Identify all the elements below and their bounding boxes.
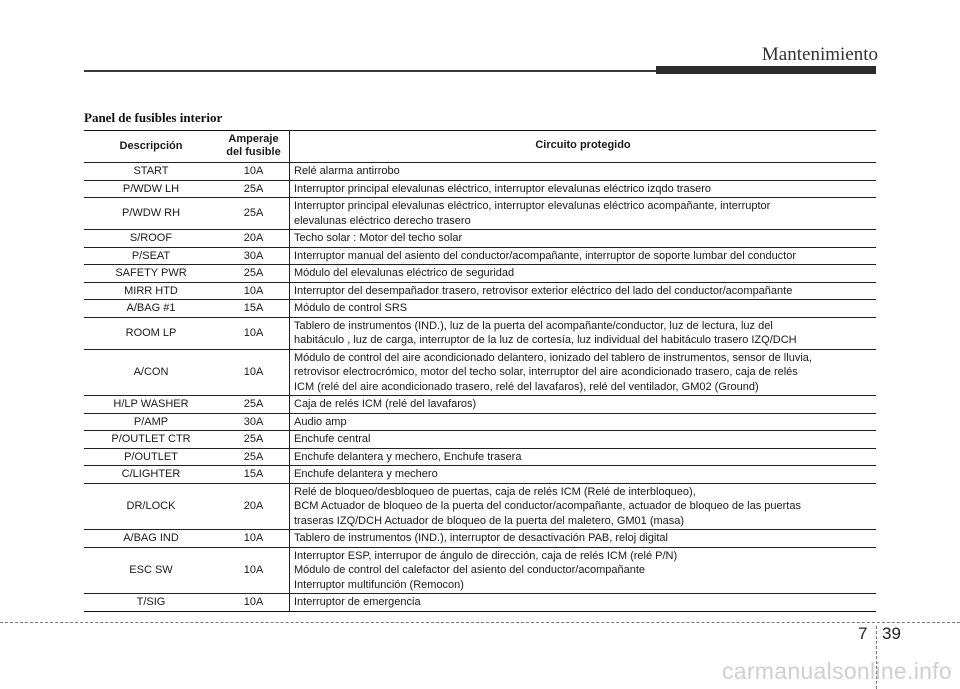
table-row (84, 163, 876, 181)
header-rule-thick (656, 66, 876, 74)
fuse-description: C/LIGHTER (84, 466, 218, 484)
fuse-description: ESC SW (84, 547, 218, 594)
watermark: carmanualsonline.info (721, 658, 952, 684)
table-row (84, 247, 876, 265)
fuse-description: MIRR HTD (84, 282, 218, 300)
fuse-description: A/BAG #1 (84, 300, 218, 318)
fuse-circuit (290, 300, 877, 318)
fuse-description: SAFETY PWR (84, 265, 218, 283)
fuse-description: P/WDW RH (84, 198, 218, 230)
circuit-line: Interruptor de emergencia (294, 596, 421, 608)
fuse-description: S/ROOF (84, 230, 218, 248)
fuse-table (84, 130, 876, 612)
fuse-circuit (290, 448, 877, 466)
fuse-amperage: 25A (218, 448, 290, 466)
fuse-amperage: 30A (218, 413, 290, 431)
table-row (84, 349, 876, 396)
fuse-amperage: 15A (218, 466, 290, 484)
fuse-circuit (290, 265, 877, 283)
fuse-circuit (290, 431, 877, 449)
section-title: Panel de fusibles interior (84, 110, 223, 125)
circuit-line: Audio amp (294, 415, 347, 428)
fuse-circuit (290, 483, 877, 530)
fuse-amperage: 25A (218, 265, 290, 283)
fuse-description: A/BAG IND (84, 530, 218, 548)
fuse-circuit (290, 396, 877, 414)
fuse-amperage: 20A (218, 483, 290, 530)
header-circuit: Circuito protegido (290, 131, 877, 163)
circuit-line: Enchufe delantera y mechero, Enchufe trasera (294, 450, 522, 463)
table-row (84, 448, 876, 466)
fuse-amperage: 20A (218, 230, 290, 248)
chapter-number: 7 (858, 624, 868, 643)
fuse-circuit (290, 180, 877, 198)
table-row (84, 547, 876, 594)
fuse-description: DR/LOCK (84, 483, 218, 530)
table-row (84, 282, 876, 300)
circuit-line: Interruptor principal elevalunas eléctrico, interruptor elevalunas eléctrico acompañante, interruptor (294, 200, 771, 212)
table-row (84, 317, 876, 349)
fuse-circuit (290, 282, 877, 300)
fuse-amperage: 10A (218, 530, 290, 548)
fuse-amperage: 10A (218, 594, 290, 612)
fuse-amperage: 30A (218, 247, 290, 265)
fuse-circuit (290, 247, 877, 265)
circuit-line: ICM (relé del aire acondicionado trasero, relé del lavafaros), relé del ventilador, GM02 (Ground) (294, 380, 759, 393)
fuse-circuit (290, 198, 877, 230)
fuse-description: H/LP WASHER (84, 396, 218, 414)
header-description: Descripción (84, 131, 218, 163)
fuse-circuit (290, 530, 877, 548)
fuse-table-body (84, 163, 876, 612)
circuit-line: traseras IZQ/DCH Actuador de bloqueo de la puerta del maletero, GM01 (masa) (294, 514, 685, 527)
fuse-description: ROOM LP (84, 317, 218, 349)
fuse-description: T/SIG (84, 594, 218, 612)
circuit-line: Módulo de control SRS (294, 302, 408, 314)
circuit-line: Interruptor ESP, interrupor de ángulo de dirección, caja de relés ICM (relé P/N) (294, 549, 678, 562)
circuit-line: Tablero de instrumentos (IND.), luz de la puerta del acompañante/conductor, luz de lectura, luz del (294, 319, 773, 332)
fuse-description: P/OUTLET CTR (84, 431, 218, 449)
circuit-line: BCM Actuador de bloqueo de la puerta del conductor/acompañante, actuador de bloqueo de las puertas (294, 500, 801, 512)
circuit-line: Módulo del elevalunas eléctrico de seguridad (294, 267, 515, 279)
circuit-line: Enchufe central (294, 433, 371, 445)
footer-rule (0, 622, 960, 623)
circuit-line: Caja de relés ICM (relé del lavafaros) (294, 398, 477, 410)
circuit-line: habitáculo , luz de carga, interruptor de la luz de cortesía, luz individual del habitáculo trasero IZQ/DCH (294, 334, 797, 346)
table-row (84, 530, 876, 548)
circuit-line: Techo solar : Motor del techo solar (294, 232, 463, 244)
fuse-circuit (290, 547, 877, 594)
table-row (84, 265, 876, 283)
fuse-description: P/WDW LH (84, 180, 218, 198)
table-row (84, 396, 876, 414)
fuse-table-header-row (84, 131, 876, 163)
fuse-amperage: 25A (218, 431, 290, 449)
fuse-description: A/CON (84, 349, 218, 396)
fuse-description: P/SEAT (84, 247, 218, 265)
circuit-line: Módulo de control del aire acondicionado delantero, ionizado del tablero de instrumentos, sensor de lluvia, (294, 351, 812, 364)
circuit-line: Tablero de instrumentos (IND.), interruptor de desactivación PAB, reloj digital (294, 532, 668, 544)
header-rule-thin (84, 70, 656, 72)
fuse-amperage: 15A (218, 300, 290, 318)
fuse-description: P/AMP (84, 413, 218, 431)
table-row (84, 180, 876, 198)
table-row (84, 594, 876, 612)
header-amperage-line1: Amperaje (228, 133, 279, 145)
fuse-amperage: 25A (218, 396, 290, 414)
table-row (84, 466, 876, 484)
fuse-amperage: 10A (218, 349, 290, 396)
circuit-line: elevalunas eléctrico derecho trasero (294, 214, 471, 227)
circuit-line: Enchufe delantera y mechero (294, 468, 438, 480)
table-row (84, 230, 876, 248)
circuit-line: retrovisor electrocrómico, motor del techo solar, interruptor del aire acondicionado trasero, caja de relés (294, 366, 798, 378)
fuse-amperage: 25A (218, 198, 290, 230)
table-row (84, 413, 876, 431)
table-row (84, 300, 876, 318)
table-row (84, 431, 876, 449)
circuit-line: Interruptor principal elevalunas eléctrico, interruptor elevalunas eléctrico izqdo trasero (294, 182, 711, 195)
circuit-line: Relé de bloqueo/desbloqueo de puertas, caja de relés ICM (Relé de interbloqueo), (294, 485, 696, 498)
fuse-amperage: 25A (218, 180, 290, 198)
circuit-line: Interruptor del desempañador trasero, retrovisor exterior eléctrico del lado del conductor/acompañante (294, 284, 793, 297)
page-number: 39 (882, 624, 901, 643)
chapter-header-title: Mantenimiento (761, 44, 878, 65)
fuse-amperage: 10A (218, 317, 290, 349)
fuse-circuit (290, 349, 877, 396)
table-row (84, 483, 876, 530)
header-amperage-line2: del fusible (226, 146, 281, 158)
fuse-circuit (290, 230, 877, 248)
table-row (84, 198, 876, 230)
fuse-description: P/OUTLET (84, 448, 218, 466)
fuse-amperage: 10A (218, 163, 290, 181)
fuse-circuit (290, 163, 877, 181)
fuse-circuit (290, 413, 877, 431)
circuit-line: Módulo de control del calefactor del asiento del conductor/acompañante (294, 564, 646, 576)
circuit-line: Interruptor multifunción (Remocon) (294, 578, 464, 591)
header-amperage (218, 131, 290, 163)
fuse-circuit (290, 317, 877, 349)
fuse-description: START (84, 163, 218, 181)
circuit-line: Interruptor manual del asiento del conductor/acompañante, interruptor de soporte lumbar del conductor (294, 249, 797, 262)
circuit-line: Relé alarma antirrobo (294, 165, 400, 177)
fuse-circuit (290, 594, 877, 612)
fuse-amperage: 10A (218, 282, 290, 300)
fuse-amperage: 10A (218, 547, 290, 594)
fuse-circuit (290, 466, 877, 484)
